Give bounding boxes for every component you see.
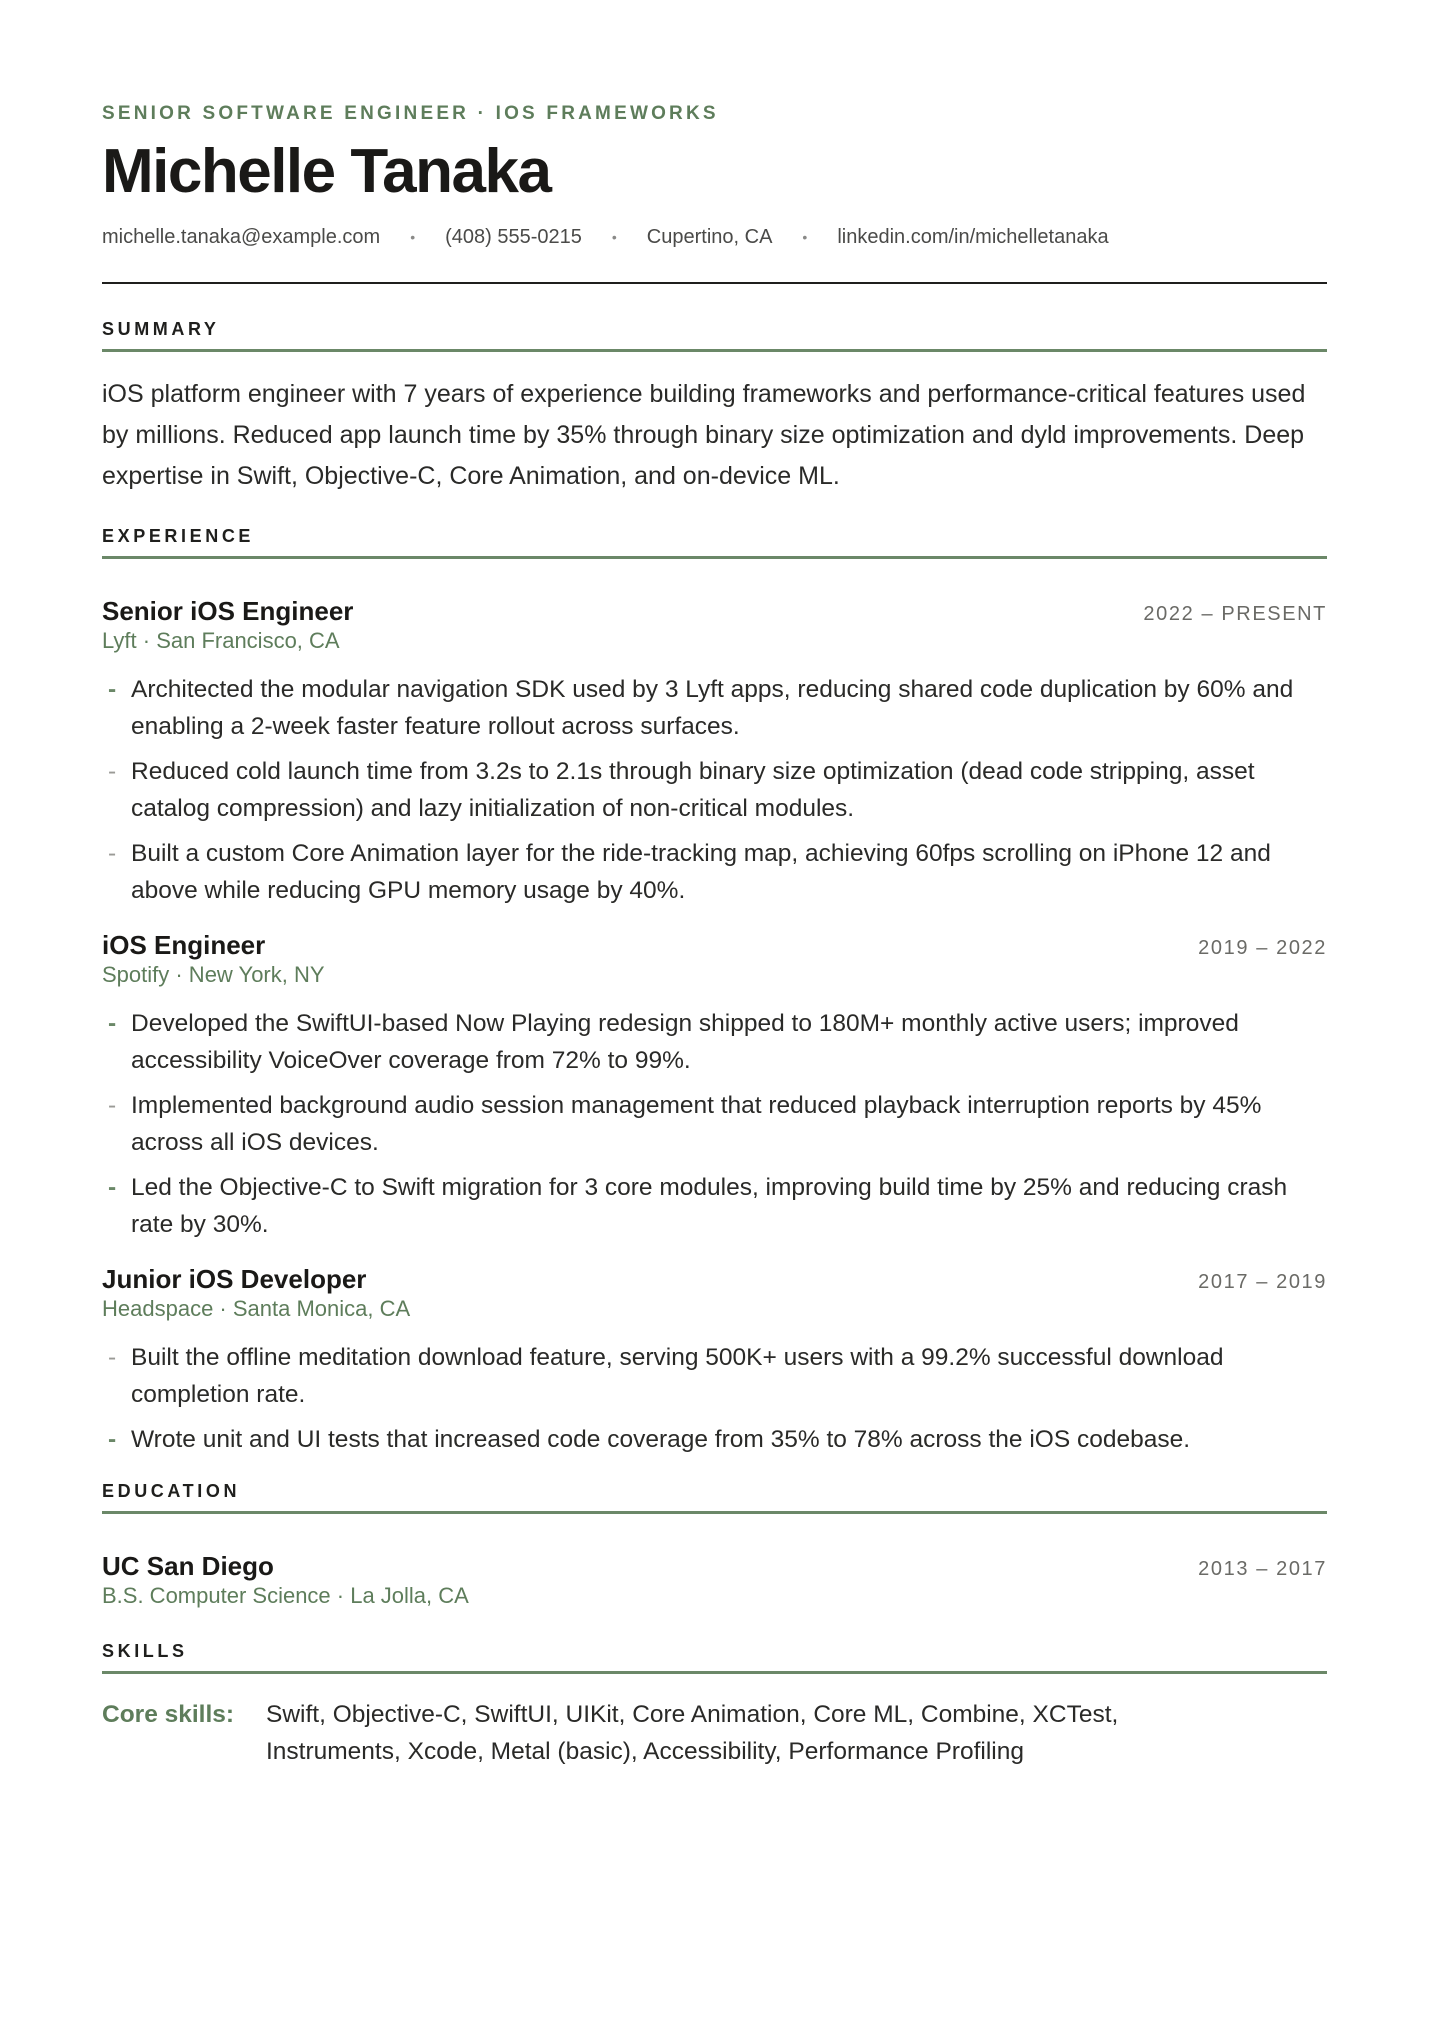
bullet-text: Implemented background audio session management that reduced playback interruption reports by 45% across all iOS devices. bbox=[131, 1092, 1262, 1156]
bullet-dash: - bbox=[108, 1344, 117, 1371]
contact-phone: (408) 555-0215 bbox=[445, 225, 582, 248]
summary-section bbox=[102, 318, 1327, 497]
job-date: 2022 – PRESENT bbox=[1143, 603, 1327, 625]
summary-text: iOS platform engineer with 7 years of experience building frameworks and performance-critical features used by millions. Reduced app launch time by 35% through binary size optimization and dyld improvements. Deep expertise in Swift, Objective-C, Core Animation, and on-device ML. bbox=[102, 380, 1306, 490]
list-item bbox=[102, 1339, 1327, 1413]
bullet-dash: - bbox=[108, 1092, 117, 1119]
contact-separator: • bbox=[611, 229, 617, 245]
education-section bbox=[102, 1480, 1327, 1610]
bullet-dash: - bbox=[108, 1010, 117, 1037]
contact-separator: • bbox=[802, 229, 808, 245]
job-date: 2019 – 2022 bbox=[1198, 937, 1327, 959]
section-divider bbox=[102, 349, 1327, 352]
job-date: 2017 – 2019 bbox=[1198, 1271, 1327, 1293]
resume-header bbox=[102, 102, 1327, 284]
list-item bbox=[102, 753, 1327, 827]
headline-role: SENIOR SOFTWARE ENGINEER · IOS FRAMEWORKS bbox=[102, 103, 719, 124]
section-title-education: EDUCATION bbox=[102, 1481, 241, 1501]
bullet-text: Developed the SwiftUI-based Now Playing redesign shipped to 180M+ monthly active users; improved accessibility VoiceOver coverage from 72% to 99%. bbox=[131, 1010, 1239, 1074]
bullet-dash: - bbox=[108, 840, 117, 867]
contact-email[interactable]: michelle.tanaka@example.com bbox=[102, 225, 381, 248]
school-name: UC San Diego bbox=[102, 1551, 274, 1581]
job-org: Lyft · San Francisco, CA bbox=[102, 628, 340, 653]
bullet-text: Reduced cold launch time from 3.2s to 2.1s through binary size optimization (dead code stripping, asset catalog compression) and lazy initialization of non-critical modules. bbox=[131, 758, 1255, 822]
contact-line bbox=[102, 222, 1327, 252]
bullet-text: Built a custom Core Animation layer for the ride-tracking map, achieving 60fps scrolling on iPhone 12 and above while reducing GPU memory usage by 40%. bbox=[131, 840, 1271, 904]
bullet-dash: - bbox=[108, 1174, 117, 1201]
skills-label: Core skills: bbox=[102, 1701, 235, 1728]
education-entry bbox=[102, 1550, 1327, 1610]
bullet-text: Built the offline meditation download feature, serving 500K+ users with a 99.2% successful download completion rate. bbox=[131, 1344, 1224, 1408]
section-divider bbox=[102, 1671, 1327, 1674]
bullet-text: Wrote unit and UI tests that increased code coverage from 35% to 78% across the iOS codebase. bbox=[131, 1426, 1191, 1453]
bullet-dash: - bbox=[108, 676, 117, 703]
job-org: Headspace · Santa Monica, CA bbox=[102, 1296, 411, 1321]
list-item bbox=[102, 835, 1327, 909]
bullet-dash: - bbox=[108, 758, 117, 785]
contact-linkedin[interactable]: linkedin.com/in/michelletanaka bbox=[837, 225, 1109, 248]
experience-section bbox=[102, 525, 1327, 1458]
job-title: Junior iOS Developer bbox=[102, 1264, 367, 1294]
job-header bbox=[102, 929, 1327, 961]
list-item bbox=[102, 1005, 1327, 1079]
job-header bbox=[102, 595, 1327, 627]
job-org: Spotify · New York, NY bbox=[102, 962, 325, 987]
list-item bbox=[102, 671, 1327, 745]
skills-section bbox=[102, 1640, 1327, 1770]
job-title: Senior iOS Engineer bbox=[102, 596, 354, 626]
education-date: 2013 – 2017 bbox=[1198, 1558, 1327, 1580]
list-item bbox=[102, 1087, 1327, 1161]
job-entry bbox=[102, 929, 1327, 1243]
skills-value: Swift, Objective-C, SwiftUI, UIKit, Core Animation, Core ML, Combine, XCTest, Instruments, Xcode, Metal (basic), Accessibility, Performance Profiling bbox=[266, 1701, 1119, 1765]
job-bullets bbox=[102, 671, 1327, 909]
section-divider bbox=[102, 556, 1327, 559]
degree: B.S. Computer Science · La Jolla, CA bbox=[102, 1583, 469, 1608]
list-item bbox=[102, 1169, 1327, 1243]
job-header bbox=[102, 1263, 1327, 1295]
job-entry bbox=[102, 1263, 1327, 1458]
contact-separator: • bbox=[410, 229, 416, 245]
header-divider bbox=[102, 282, 1327, 284]
job-entry bbox=[102, 595, 1327, 909]
job-bullets bbox=[102, 1339, 1327, 1458]
education-header bbox=[102, 1550, 1327, 1582]
section-divider bbox=[102, 1511, 1327, 1514]
job-bullets bbox=[102, 1005, 1327, 1243]
section-title-experience: EXPERIENCE bbox=[102, 526, 255, 546]
skills-row bbox=[102, 1696, 1327, 1770]
contact-location: Cupertino, CA bbox=[646, 225, 773, 248]
section-title-summary: SUMMARY bbox=[102, 319, 220, 339]
candidate-name: Michelle Tanaka bbox=[102, 137, 551, 206]
job-title: iOS Engineer bbox=[102, 930, 266, 960]
section-title-skills: SKILLS bbox=[102, 1641, 188, 1661]
bullet-dash: - bbox=[108, 1426, 117, 1453]
bullet-text: Led the Objective-C to Swift migration for 3 core modules, improving build time by 25% and reducing crash rate by 30%. bbox=[131, 1174, 1288, 1238]
list-item bbox=[102, 1421, 1327, 1458]
bullet-text: Architected the modular navigation SDK used by 3 Lyft apps, reducing shared code duplication by 60% and enabling a 2-week faster feature rollout across surfaces. bbox=[131, 676, 1294, 740]
